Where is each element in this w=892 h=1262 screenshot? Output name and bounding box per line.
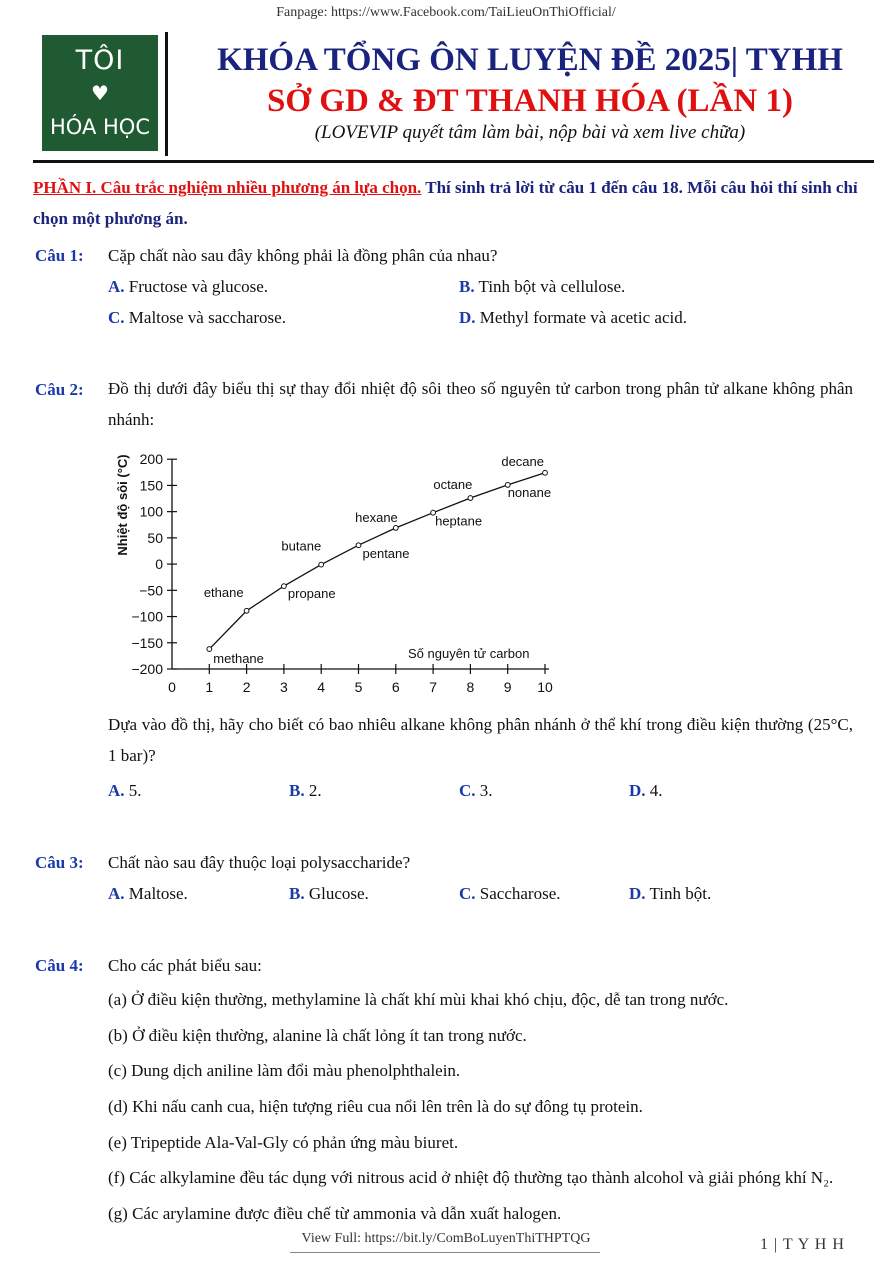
- q2-option-b[interactable]: [289, 781, 322, 801]
- part-label: PHẦN I. Câu trắc nghiệm nhiều phương án lựa chọn.: [33, 178, 422, 197]
- q2-option-d[interactable]: [629, 781, 663, 801]
- exam-title: SỞ GD & ĐT THANH HÓA (LẦN 1): [267, 83, 793, 119]
- y-tick-label: −100: [131, 608, 163, 625]
- footer-rule: [290, 1252, 600, 1253]
- q3-option-a[interactable]: [108, 884, 188, 904]
- x-axis-title: Số nguyên tử carbon: [408, 646, 530, 661]
- q4-statement-b: (b) Ở điều kiện thường, alanine là chất lỏng ít tan trong nước.: [108, 1026, 527, 1045]
- option-key: D.: [629, 884, 646, 903]
- q2-question: Dựa vào đồ thị, hãy cho biết có bao nhiêu alkane không phân nhánh ở thể khí trong điều kiện thường (25°C, 1 bar)?: [108, 715, 853, 765]
- q1-option-b[interactable]: [459, 277, 625, 297]
- q3-option-c[interactable]: [459, 884, 561, 904]
- point-label: ethane: [203, 584, 244, 600]
- data-point: [282, 584, 287, 589]
- q2-text: Đồ thị dưới đây biểu thị sự thay đổi nhiệt độ sôi theo số nguyên tử carbon trong phân tử alkane không phân nhánh:: [108, 379, 853, 429]
- option-key: A.: [108, 781, 125, 800]
- x-tick-label: 2: [242, 679, 251, 695]
- q1-label: Câu 1:: [35, 246, 84, 265]
- x-tick-label: 6: [391, 679, 400, 695]
- x-tick-label: 3: [280, 679, 288, 695]
- option-key: C.: [108, 308, 125, 327]
- point-label: hexane: [355, 509, 398, 525]
- y-axis-title: Nhiệt độ sôi (°C): [115, 454, 130, 556]
- data-point: [468, 496, 473, 501]
- x-tick-label: 7: [429, 679, 437, 695]
- q4-label: Câu 4:: [35, 956, 84, 975]
- q4-statement-d: (d) Khi nấu canh cua, hiện tượng riêu cua nổi lên trên là do sự đông tụ protein.: [108, 1097, 643, 1116]
- logo-line1: TÔI: [75, 45, 125, 76]
- option-key: D.: [629, 781, 646, 800]
- option-text: Saccharose.: [479, 884, 561, 903]
- heart-icon: ♥: [91, 81, 109, 105]
- course-title: KHÓA TỔNG ÔN LUYỆN ĐỀ 2025| TYHH: [217, 42, 843, 78]
- data-point: [319, 562, 324, 567]
- q2-option-c[interactable]: [459, 781, 493, 801]
- x-tick-label: 0: [168, 679, 176, 695]
- q4-statement-a: (a) Ở điều kiện thường, methylamine là chất khí mùi khai khó chịu, độc, dễ tan trong nước.: [108, 990, 729, 1009]
- x-tick-label: 10: [537, 679, 553, 695]
- q3-text: Chất nào sau đây thuộc loại polysaccharide?: [108, 853, 411, 872]
- header-divider: [165, 32, 168, 156]
- q4-text: Cho các phát biểu sau:: [108, 956, 262, 975]
- data-point: [207, 647, 212, 652]
- option-text: Tinh bột.: [649, 884, 712, 903]
- q4-statement-e: (e) Tripeptide Ala-Val-Gly có phản ứng màu biuret.: [108, 1133, 459, 1152]
- q3-option-b[interactable]: [289, 884, 369, 904]
- boiling-point-chart: [108, 447, 568, 699]
- option-key: A.: [108, 884, 125, 903]
- q2-option-a[interactable]: [108, 781, 142, 801]
- option-text: Glucose.: [308, 884, 369, 903]
- point-label: methane: [213, 651, 264, 667]
- point-label: octane: [433, 477, 473, 493]
- footer-link[interactable]: View Full: https://bit.ly/ComBoLuyenThiTHPTQG: [301, 1231, 591, 1246]
- q3-label: Câu 3:: [35, 853, 84, 872]
- header-rule: [33, 160, 874, 163]
- y-tick-label: −200: [131, 661, 163, 677]
- x-tick-label: 5: [354, 679, 363, 695]
- q3-option-d[interactable]: [629, 884, 711, 904]
- option-text: 2.: [308, 781, 322, 800]
- exam-note: (LOVEVIP quyết tâm làm bài, nộp bài và xem live chữa): [314, 122, 746, 143]
- option-key: B.: [289, 884, 305, 903]
- data-point: [543, 470, 548, 475]
- y-tick-label: 150: [139, 477, 163, 494]
- point-label: butane: [281, 538, 322, 554]
- x-tick-label: 8: [466, 679, 475, 695]
- y-tick-label: 200: [139, 451, 163, 468]
- data-point: [393, 526, 398, 531]
- q4-statement-c: (c) Dung dịch aniline làm đổi màu phenolphthalein.: [108, 1061, 461, 1080]
- option-text: 3.: [479, 781, 493, 800]
- logo-line2: HÓA HỌC: [50, 115, 150, 139]
- q4-statement-g: (g) Các arylamine được điều chế từ ammonia và dẫn xuất halogen.: [108, 1204, 562, 1223]
- fanpage-link[interactable]: Fanpage: https://www.Facebook.com/TaiLieuOnThiOfficial/: [276, 5, 616, 20]
- y-tick-label: −150: [131, 634, 163, 651]
- option-key: A.: [108, 277, 125, 296]
- page-number: 1 | T Y H H: [760, 1236, 845, 1253]
- option-key: C.: [459, 781, 476, 800]
- option-key: C.: [459, 884, 476, 903]
- q2-label: Câu 2:: [35, 380, 84, 399]
- y-tick-label: 50: [147, 529, 163, 546]
- option-text: 5.: [128, 781, 142, 800]
- part-heading: [33, 172, 858, 234]
- option-text: Maltose.: [128, 884, 188, 903]
- point-label: nonane: [507, 484, 552, 500]
- option-text: Methyl formate và acetic acid.: [479, 308, 687, 327]
- q1-option-a[interactable]: [108, 277, 268, 297]
- q1-option-d[interactable]: [459, 308, 687, 328]
- point-label: propane: [287, 586, 336, 602]
- x-tick-label: 9: [503, 679, 512, 695]
- option-text: Fructose và glucose.: [128, 277, 269, 296]
- point-label: heptane: [435, 513, 483, 529]
- q1-option-c[interactable]: [108, 308, 286, 328]
- option-text: Maltose và saccharose.: [128, 308, 286, 327]
- point-label: decane: [501, 453, 544, 469]
- y-tick-label: 100: [139, 503, 163, 520]
- option-text: Tinh bột và cellulose.: [478, 277, 626, 296]
- option-key: B.: [289, 781, 305, 800]
- q1-text: Cặp chất nào sau đây không phải là đồng phân của nhau?: [108, 246, 498, 265]
- option-text: 4.: [649, 781, 663, 800]
- logo: [42, 35, 158, 151]
- option-key: B.: [459, 277, 475, 296]
- x-tick-label: 4: [317, 679, 326, 695]
- option-key: D.: [459, 308, 476, 327]
- x-tick-label: 1: [205, 679, 214, 695]
- data-point: [356, 543, 361, 548]
- q4-statement-f: (f) Các alkylamine đều tác dụng với nitrous acid ở nhiệt độ thường tạo thành alcohol và giải phóng khí N₂.: [108, 1168, 834, 1187]
- data-point: [244, 608, 249, 613]
- y-tick-label: 0: [155, 556, 163, 573]
- part-instructions: Thí sinh trả lời từ câu 1 đến câu 18. Mỗi câu hỏi thí sinh chỉ chọn một phương án.: [33, 178, 858, 228]
- y-tick-label: −50: [139, 582, 163, 599]
- point-label: pentane: [362, 546, 410, 562]
